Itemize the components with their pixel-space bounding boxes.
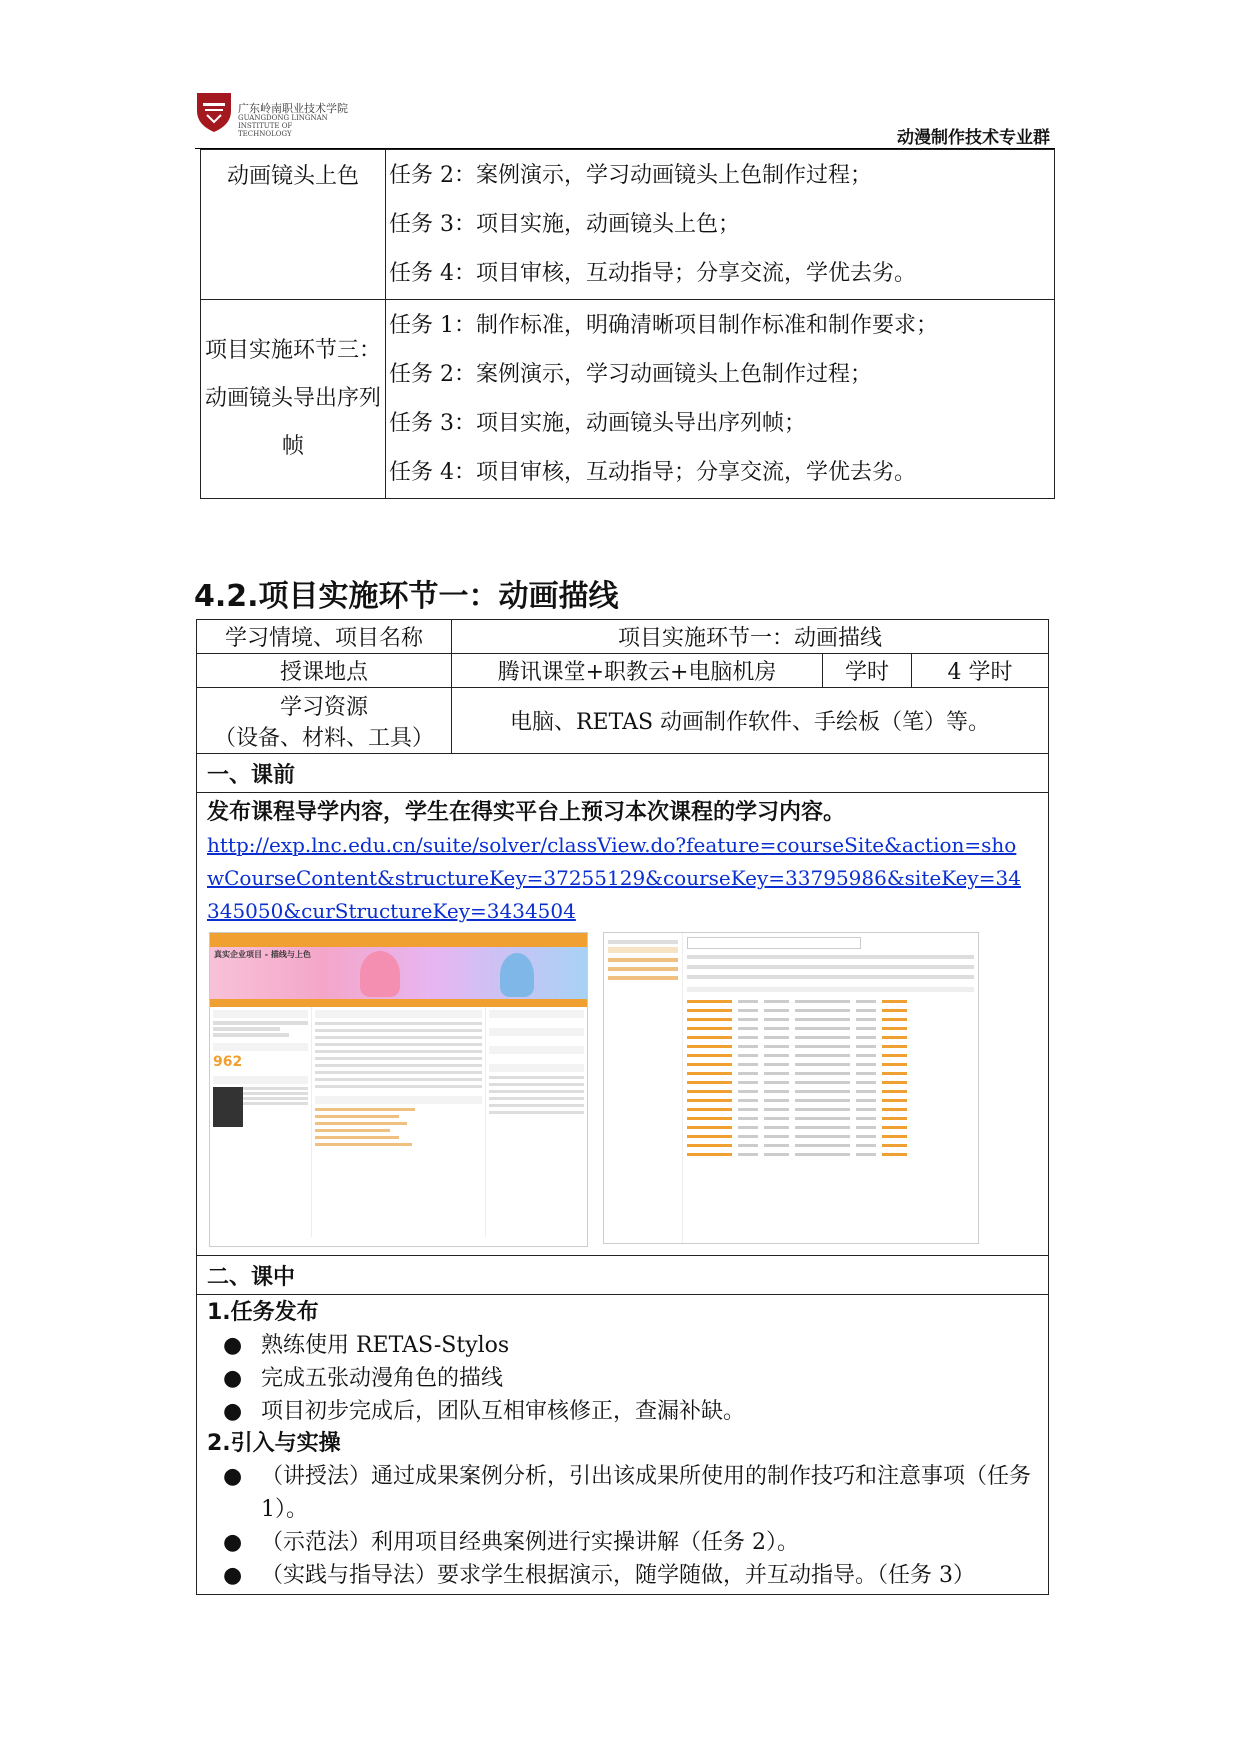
list-item: ● （示范法）利用项目经典案例进行实操讲解（任务 2）。 xyxy=(223,1530,799,1555)
row-tasks xyxy=(386,300,1055,499)
cell-value: 腾讯课堂+职教云+电脑机房 xyxy=(452,654,823,688)
resource-row xyxy=(687,1018,974,1021)
school-logo xyxy=(193,89,235,133)
list-item: ● （实践与指导法）要求学生根据演示，随学随做，并互动指导。（任务 3） xyxy=(223,1563,975,1588)
resource-row xyxy=(687,1072,974,1075)
resource-row xyxy=(687,1063,974,1066)
visit-counter: 962 xyxy=(213,1054,243,1070)
course-link[interactable]: http://exp.lnc.edu.cn/suite/solver/classView.do?feature=courseSite&action=showCourseContent&structureKey=37255129&courseKey=33795986&siteKey=34345050&curStructureKey=3434504 xyxy=(207,833,1021,923)
resource-row xyxy=(687,1036,974,1039)
task-table xyxy=(200,149,1055,499)
cell-value: 项目实施环节一：动画描线 xyxy=(452,620,1049,654)
resource-row xyxy=(687,1009,974,1012)
in-class-cell xyxy=(197,1295,1049,1595)
task-line: 任务 2：案例演示，学习动画镜头上色制作过程； xyxy=(389,163,872,188)
department-title: 动漫制作技术专业群 xyxy=(897,128,1050,148)
banner-image: 真实企业项目 - 描线与上色 xyxy=(210,947,587,999)
resource-row xyxy=(687,1045,974,1048)
row-label: 动画镜头上色 xyxy=(201,150,386,300)
cell-label: 授课地点 xyxy=(197,654,452,688)
school-name-cn: 广东岭南职业技术学院 xyxy=(238,102,348,115)
cell-value: 电脑、RETAS 动画制作软件、手绘板（笔）等。 xyxy=(452,688,1049,754)
table-row xyxy=(201,300,1055,499)
task-line: 任务 3：项目实施，动画镜头导出序列帧； xyxy=(389,411,806,436)
table-row xyxy=(197,620,1049,654)
subheading: 1.任务发布 xyxy=(207,1300,319,1325)
resource-row xyxy=(687,1054,974,1057)
list-item: ● 熟练使用 RETAS-Stylos xyxy=(223,1333,510,1358)
resource-row xyxy=(687,1090,974,1093)
school-name-en: GUANGDONG LINGNAN INSTITUTE OF TECHNOLOGY xyxy=(238,114,328,138)
course-site-screenshot xyxy=(209,932,588,1247)
resource-row xyxy=(687,1099,974,1102)
row-label: 项目实施环节三： 动画镜头导出序列 帧 xyxy=(201,300,386,499)
pre-class-text: 发布课程导学内容，学生在得实平台上预习本次课程的学习内容。 xyxy=(207,800,846,825)
cell-label: 学习资源 （设备、材料、工具） xyxy=(197,688,452,754)
resource-row xyxy=(687,1135,974,1138)
task-line: 任务 4：项目审核，互动指导；分享交流，学优去劣。 xyxy=(389,261,916,286)
section-heading: 一、课前 xyxy=(197,754,1049,793)
resource-row xyxy=(687,1000,974,1003)
subheading: 2.引入与实操 xyxy=(207,1431,341,1456)
task-line: 任务 3：项目实施，动画镜头上色； xyxy=(389,212,740,237)
table-row xyxy=(201,150,1055,300)
resource-row xyxy=(687,1081,974,1084)
resource-row xyxy=(687,1126,974,1129)
cell-value: 4 学时 xyxy=(912,654,1049,688)
list-item: ● 完成五张动漫角色的描线 xyxy=(223,1366,504,1391)
row-tasks xyxy=(386,150,1055,300)
table-row xyxy=(197,1256,1049,1295)
section-heading: 二、课中 xyxy=(197,1256,1049,1295)
list-item: ● 项目初步完成后，团队互相审核修正，查漏补缺。 xyxy=(223,1399,746,1424)
table-row xyxy=(197,754,1049,793)
resource-row xyxy=(687,1027,974,1030)
resource-row xyxy=(687,1153,974,1156)
resource-row xyxy=(687,1108,974,1111)
task-line: 任务 4：项目审核，互动指导；分享交流，学优去劣。 xyxy=(389,460,916,485)
section-title: 4.2.项目实施环节一：动画描线 xyxy=(194,579,619,614)
task-line: 任务 2：案例演示，学习动画镜头上色制作过程； xyxy=(389,362,872,387)
table-row xyxy=(197,654,1049,688)
task-line: 任务 1：制作标准，明确清晰项目制作标准和制作要求； xyxy=(389,313,938,338)
cell-label: 学时 xyxy=(823,654,912,688)
table-row xyxy=(197,1295,1049,1595)
list-item: ● （讲授法）通过成果案例分析，引出该成果所使用的制作技巧和注意事项（任务 1）。 xyxy=(223,1464,1032,1522)
table-row xyxy=(197,688,1049,754)
resource-list-screenshot xyxy=(603,932,979,1244)
resource-row xyxy=(687,1117,974,1120)
resource-row xyxy=(687,1144,974,1147)
cell-label: 学习情境、项目名称 xyxy=(197,620,452,654)
